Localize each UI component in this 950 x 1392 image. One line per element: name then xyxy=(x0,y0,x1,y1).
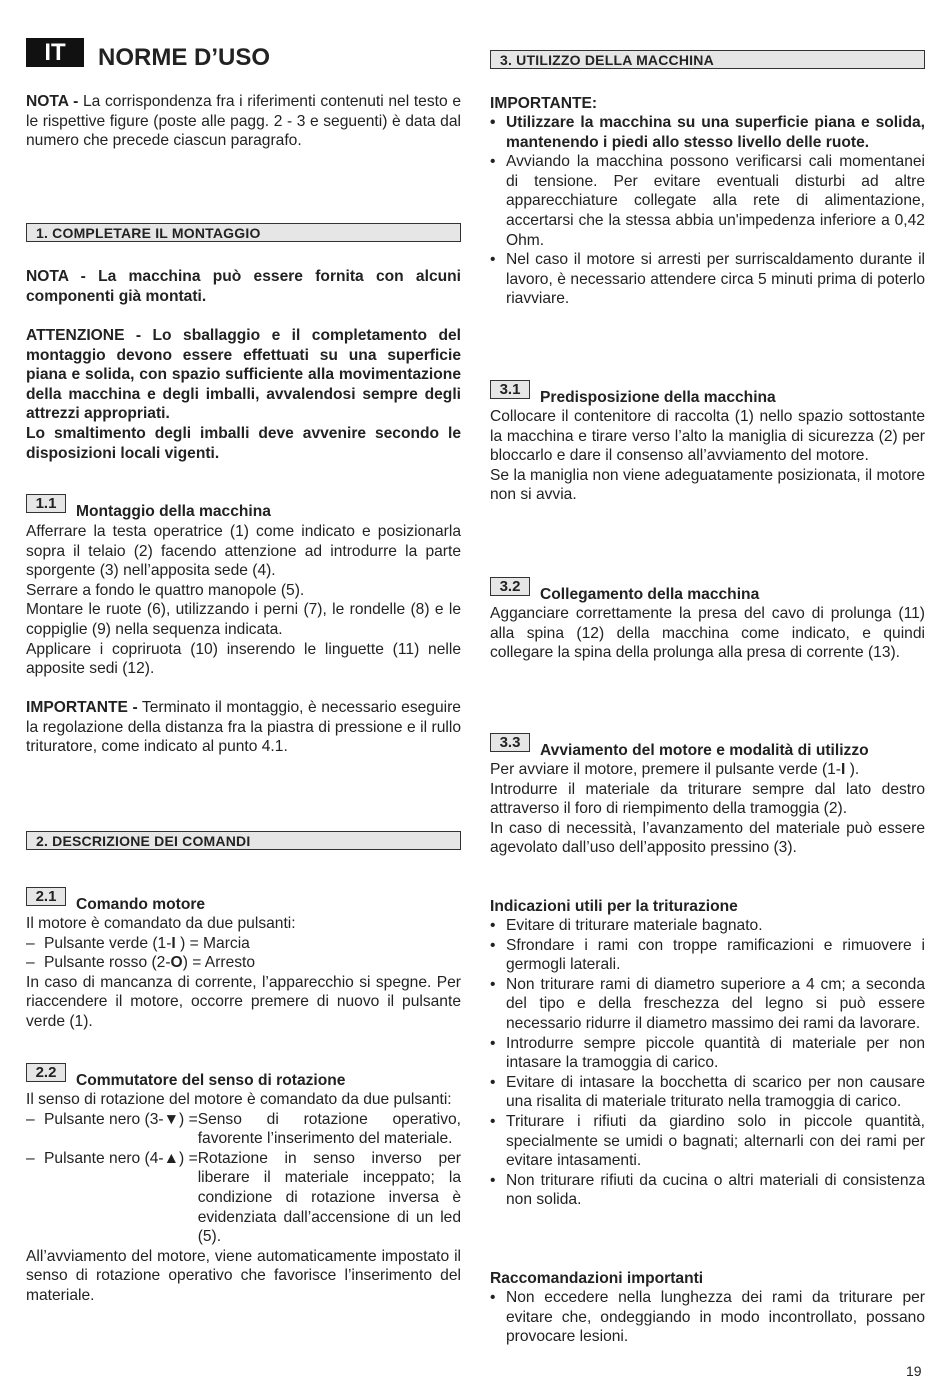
s2-1-item-red xyxy=(26,953,461,973)
item-text: Pulsante verde (1- xyxy=(44,934,172,952)
s1-attenzione: ATTENZIONE - Lo sballaggio e il completamento del montaggio devono essere effettuati su una superficie piana e solida, con spazio sufficiente alla movimentazione della macchina e degli imballi, avvalendosi sempre degli attrezzi appropriati. xyxy=(26,327,461,423)
item-label: – Pulsante nero (3-▼) = xyxy=(44,1110,198,1128)
subsection-number: 2.2 xyxy=(26,1063,66,1082)
subsection-1-1-heading xyxy=(26,495,271,521)
s2-2-paragraph: All’avviamento del motore, viene automaticamente impostato il senso di rotazione operativo che favorisce l’inserimento del materiale. xyxy=(26,1247,461,1304)
item-symbol: O xyxy=(170,954,183,972)
s1-important xyxy=(26,698,461,757)
list-item: • Non eccedere nella lunghezza dei rami da triturare per evitare che, ondeggiando in modo incontrollato, possano provocare lesioni. xyxy=(490,1288,925,1347)
list-item: • Evitare di intasare la bocchetta di scarico per non causare una risalita di materiale triturato nella tramoggia di carico. xyxy=(490,1073,925,1112)
item-symbol: I xyxy=(171,934,176,952)
intro-note-text: La corrispondenza fra i riferimenti contenuti nel testo e le rispettive figure (poste alle pagg. 2 - 3 e seguenti) è data dal numero che precede ciascun paragrafo. xyxy=(26,93,461,150)
list-item: • Non triturare rami di diametro superiore a 4 cm; a seconda del tipo e della freschezza del legno si può essere necessario ridurre il diametro massimo dei rami da lavorare. xyxy=(490,975,925,1034)
s2-1-item-green xyxy=(26,934,461,954)
s1-smaltimento: Lo smaltimento degli imballi deve avvenire secondo le disposizioni locali vigenti. xyxy=(26,424,461,462)
section-2-bar: 2. DESCRIZIONE DEI COMANDI xyxy=(26,831,461,850)
subsection-number: 3.2 xyxy=(490,577,530,596)
subsection-3-1-heading xyxy=(490,381,776,407)
s1-important-lead: IMPORTANTE - xyxy=(26,699,138,716)
subsection-2-2-heading xyxy=(26,1064,346,1090)
intro-note xyxy=(26,92,461,151)
s1-important-text: Terminato il montaggio, è necessario eseguire la regolazione della distanza fra la piastra di pressione e il rullo trituratore, come indicato al punto 4.1. xyxy=(26,699,461,756)
section-1-bar: 1. COMPLETARE IL MONTAGGIO xyxy=(26,223,461,242)
list-item: • Evitare di triturare materiale bagnato. xyxy=(490,916,925,936)
item-label: – Pulsante nero (4-▲) = xyxy=(44,1149,198,1167)
s3-important-list xyxy=(490,113,925,309)
subsection-3-3-heading xyxy=(490,734,869,760)
text: ). xyxy=(845,761,860,778)
s2-2-item-up xyxy=(26,1149,461,1247)
subsection-3-2-heading xyxy=(490,578,760,604)
s2-1-intro: Il motore è comandato da due pulsanti: xyxy=(26,915,296,932)
subsection-number: 2.1 xyxy=(26,887,66,906)
s2-1-body xyxy=(26,914,461,1032)
s2-2-item-down xyxy=(26,1110,461,1149)
s2-2-body xyxy=(26,1090,461,1306)
s3-3-body xyxy=(490,760,925,858)
s1-attention-block xyxy=(26,326,461,463)
subsection-number: 3.3 xyxy=(490,733,530,752)
list-item: • Non triturare rifiuti da cucina o altri materiali di consistenza non solida. xyxy=(490,1171,925,1210)
subsection-title: Comando motore xyxy=(76,896,206,913)
list-item: • Utilizzare la macchina su una superficie piana e solida, mantenendo i piedi allo stesso livello delle ruote. xyxy=(490,113,925,152)
language-badge: IT xyxy=(26,38,84,67)
s3-1-body xyxy=(490,407,925,505)
s3-2-body: Agganciare correttamente la presa del cavo di prolunga (11) alla spina (12) della macchina come indicato, e quindi collegare la spina della prolunga alla presa di corrente (13). xyxy=(490,605,925,662)
s3-3-p3: In caso di necessità, l’avanzamento del materiale può essere agevolato dall’uso dell’apposito pressino (3). xyxy=(490,819,925,857)
s1-1-p1: Afferrare la testa operatrice (1) come indicato e posizionarla sopra il telaio (2) facendo attenzione ad introdurre la parte sporgente (3) nell’apposita sede (4). xyxy=(26,523,461,580)
s1-1-p3: Montare le ruote (6), utilizzando i perni (7), le rondelle (8) e le coppiglie (9) nella sequenza indicata. xyxy=(26,601,461,638)
item-text: Rotazione in senso inverso per liberare il materiale inceppato; la condizione di rotazione inversa è evidenziata dall’accensione di un led (5). xyxy=(197,1149,461,1246)
s3-3-p2: Introdurre il materiale da triturare sempre dal lato destro attraverso il foro di riempimento della tramoggia (2). xyxy=(490,780,925,818)
s1-1-p2: Serrare a fondo le quattro manopole (5). xyxy=(26,581,305,599)
s2-1-paragraph: In caso di mancanza di corrente, l’apparecchio si spegne. Per riaccendere il motore, occorre premere di nuovo il pulsante verde (1). xyxy=(26,973,461,1030)
s1-1-body xyxy=(26,522,461,679)
s2-2-intro: Il senso di rotazione del motore è comandato da due pulsanti: xyxy=(26,1091,452,1108)
s3-1-p1: Collocare il contenitore di raccolta (1) nello spazio sottostante la macchina e tirare verso l’alto la maniglia di sicurezza (2) per bloccarlo e dare il consenso all’avviamento del motore. xyxy=(490,408,925,465)
subsection-title: Commutatore del senso di rotazione xyxy=(76,1072,346,1089)
recommendations-list xyxy=(490,1288,925,1347)
s1-nota: NOTA - La macchina può essere fornita con alcuni componenti già montati. xyxy=(26,268,461,305)
list-item: • Introdurre sempre piccole quantità di materiale per non intasare la tramoggia di carico. xyxy=(490,1034,925,1073)
subsection-number: 1.1 xyxy=(26,494,66,513)
symbol: I xyxy=(841,761,846,778)
s1-1-p4: Applicare i copriruota (10) inserendo le linguette (11) nelle apposite sedi (12). xyxy=(26,640,461,678)
page-title: NORME D’USO xyxy=(98,44,271,71)
subsection-title: Predisposizione della macchina xyxy=(540,389,776,406)
subsection-title: Collegamento della macchina xyxy=(540,586,760,603)
s3-important-heading: IMPORTANTE: xyxy=(490,95,598,112)
list-item: • Triturare i rifiuti da giardino solo in piccole quantità, specialmente se umidi o bagnati; alternarli con dei rami per evitare intasamenti. xyxy=(490,1112,925,1171)
tips-list xyxy=(490,916,925,1210)
subsection-number: 3.1 xyxy=(490,380,530,399)
s3-3-p1 xyxy=(490,760,925,780)
section-3-bar: 3. UTILIZZO DELLA MACCHINA xyxy=(490,50,925,69)
subsection-title: Avviamento del motore e modalità di utilizzo xyxy=(540,742,869,759)
tips-heading: Indicazioni utili per la triturazione xyxy=(490,898,738,915)
page-number: 19 xyxy=(906,1363,922,1379)
intro-note-lead: NOTA - xyxy=(26,93,79,110)
item-text: Pulsante rosso (2- xyxy=(44,954,171,972)
item-text: Senso di rotazione operativo, favorente l’inserimento del materiale. xyxy=(197,1110,461,1148)
list-item: • Nel caso il motore si arresti per surriscaldamento durante il lavoro, è necessario attendere circa 5 minuti prima di poterlo riavviare. xyxy=(490,250,925,309)
item-text: ) = Arresto xyxy=(182,954,256,972)
s3-1-p2: Se la maniglia non viene adeguatamente posizionata, il motore non si avvia. xyxy=(490,466,925,504)
item-text: ) = Marcia xyxy=(175,934,250,952)
list-item: • Avviando la macchina possono verificarsi cali momentanei di tensione. Per evitare eventuali disturbi ad altre apparecchiature collegate alla rete di alimentazione, accertarsi che la stessa abbia un'impedenza inferiore a 0,42 Ohm. xyxy=(490,152,925,250)
text: Per avviare il motore, premere il pulsante verde (1- xyxy=(490,761,842,778)
recommendations-heading: Raccomandazioni importanti xyxy=(490,1270,704,1287)
subsection-title: Montaggio della macchina xyxy=(76,503,271,520)
list-item: • Sfrondare i rami con troppe ramificazioni e rimuovere i germogli laterali. xyxy=(490,936,925,975)
subsection-2-1-heading xyxy=(26,888,206,914)
